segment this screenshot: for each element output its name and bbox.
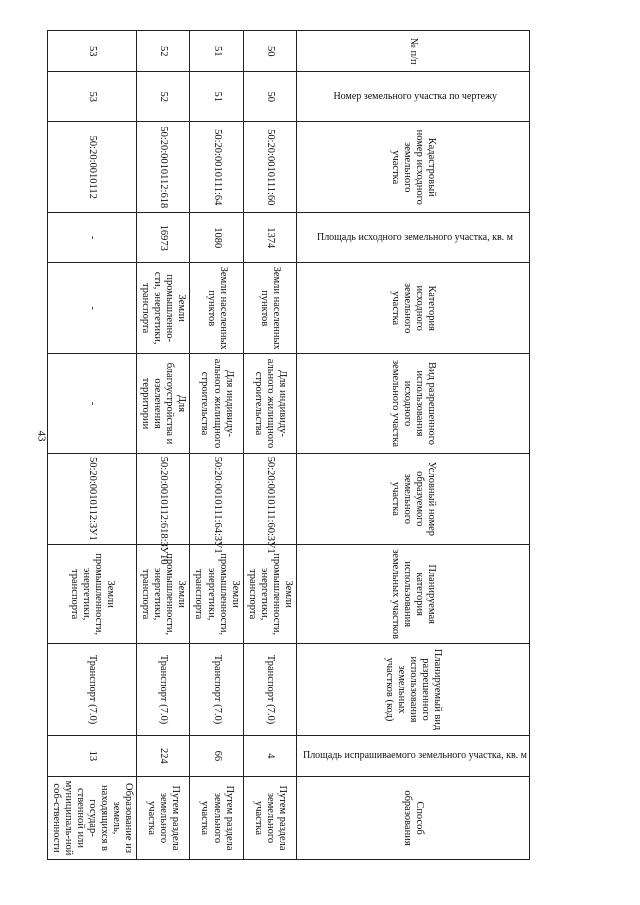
table-cell: - (47, 354, 136, 453)
table-cell: 50 (243, 31, 296, 72)
header-cell (296, 31, 529, 72)
header-cell (296, 644, 529, 735)
header-text: Площадь исходного земельного участка, кв. м (316, 231, 513, 243)
header-text: Условный номер образуемого земельного участка (389, 461, 438, 537)
table-cell: Транспорт (7.0) (243, 644, 296, 735)
table-cell: Земли населенных пунктов (190, 263, 243, 354)
table-cell: Путем раздела земельного участка (243, 777, 296, 860)
rotated-table-container (50, 30, 530, 860)
table-cell: 4 (243, 735, 296, 776)
table-cell: 50:20:0010111:60:ЗУ1 (243, 453, 296, 544)
table-cell: Путем раздела земельного участка (190, 777, 243, 860)
table-cell: 50:20:0010111:60 (243, 122, 296, 213)
header-text: Кадастровый номер исходного земельного участка (389, 129, 438, 205)
table-cell: Земли промышленности, энергетики, транспорта (137, 544, 190, 643)
header-cell (296, 544, 529, 643)
table-cell: Путем раздела земельного участка (137, 777, 190, 860)
table-cell: 50:20:0010112:618:ЗУ10 (137, 453, 190, 544)
header-cell (296, 735, 529, 776)
header-cell (296, 453, 529, 544)
table-cell: Транспорт (7.0) (137, 644, 190, 735)
table-cell: 52 (137, 31, 190, 72)
table-cell: - (47, 263, 136, 354)
header-text: Планируемый вид разрешенного использования земельных участков (код) (383, 648, 444, 731)
table-cell: Земли промышленности, энергетики, транспорта (190, 544, 243, 643)
header-text: Способ образования (401, 790, 426, 846)
table-row (47, 31, 136, 860)
table-cell: 52 (137, 72, 190, 122)
table-row (190, 31, 243, 860)
header-cell (296, 213, 529, 263)
header-text: Вид разрешенного использования исходного земельного участка (389, 360, 438, 447)
table-cell: Земли промышленности, энергетики, транспорта (243, 544, 296, 643)
table-cell: Образование из земель, находящихся в государ-ственной или муниципаль-ной соб-ственности (47, 777, 136, 860)
table-cell: 50:20:0010112 (47, 122, 136, 213)
table-wrapper (50, 30, 530, 860)
header-row (296, 31, 529, 860)
table-cell: 50:20:0010112:618 (137, 122, 190, 213)
table-cell: 1080 (190, 213, 243, 263)
table-cell: 224 (137, 735, 190, 776)
header-text: Планируемая категория использования земельных участков (389, 549, 438, 640)
page-number: 43 (35, 430, 48, 442)
table-cell: Для благоустройства и озеленения территории (137, 354, 190, 453)
table-cell: Транспорт (7.0) (190, 644, 243, 735)
table-cell: Транспорт (7.0) (47, 644, 136, 735)
table-cell: Земли населенных пунктов (243, 263, 296, 354)
table-cell: 66 (190, 735, 243, 776)
land-plots-table (47, 30, 530, 860)
table-cell: Земли промышленности, энергетики, транспорта (47, 544, 136, 643)
table-row (137, 31, 190, 860)
table-cell: 53 (47, 72, 136, 122)
header-cell (296, 122, 529, 213)
table-cell: 50 (243, 72, 296, 122)
header-text: № п/п (407, 37, 419, 65)
table-cell: 51 (190, 31, 243, 72)
header-cell (296, 72, 529, 122)
table-cell: 1374 (243, 213, 296, 263)
header-cell (296, 354, 529, 453)
header-text: Номер земельного участка по чертежу (333, 91, 497, 103)
table-cell: Для индивиду-ального жилищного строительства (243, 354, 296, 453)
table-cell: 16973 (137, 213, 190, 263)
header-cell (296, 263, 529, 354)
table-cell: Земли промышленно-сти, энергетики, транспорта (137, 263, 190, 354)
header-cell (296, 777, 529, 860)
table-cell: 50:20:0010111:64 (190, 122, 243, 213)
table-cell: 51 (190, 72, 243, 122)
header-text: Категория исходного земельного участка (389, 283, 438, 334)
table-cell: 13 (47, 735, 136, 776)
table-row (243, 31, 296, 860)
header-text: Площадь испрашиваемого земельного участка, кв. м (302, 750, 527, 762)
table-cell: - (47, 213, 136, 263)
table-cell: Для индивиду-ального жилищного строительства (190, 354, 243, 453)
table-cell: 50:20:0010111:64:ЗУ1 (190, 453, 243, 544)
table-cell: 50:20:0010112:ЗУ1 (47, 453, 136, 544)
table-cell: 53 (47, 31, 136, 72)
